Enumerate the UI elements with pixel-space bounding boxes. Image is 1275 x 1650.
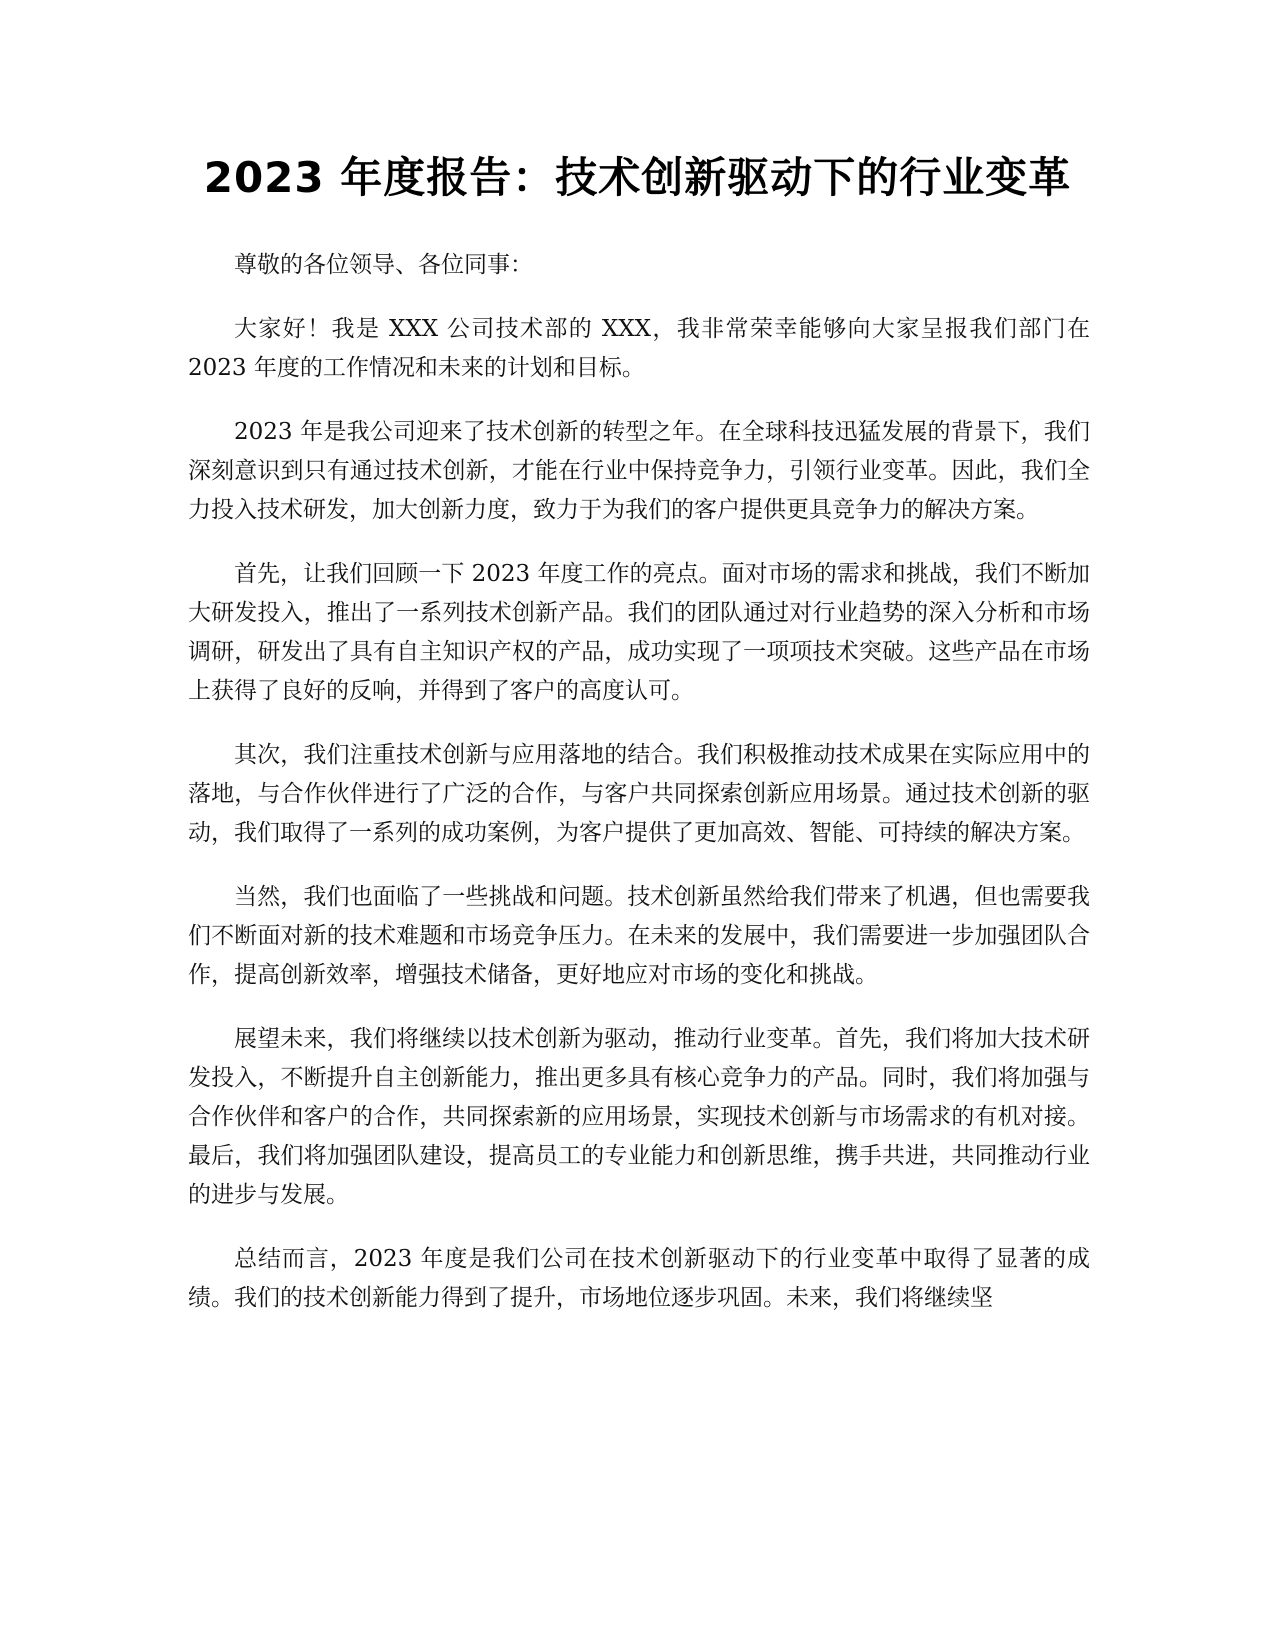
body-paragraph: 首先，让我们回顾一下 2023 年度工作的亮点。面对市场的需求和挑战，我们不断加大研发投入，推出了一系列技术创新产品。我们的团队通过对行业趋势的深入分析和市场调研，研发出了具有自主知识产权的产品，成功实现了一项项技术突破。这些产品在市场上获得了良好的反响，并得到了客户的高度认可。 (188, 561, 1090, 704)
body-paragraph: 大家好！我是 XXX 公司技术部的 XXX，我非常荣幸能够向大家呈报我们部门在 2023 年度的工作情况和未来的计划和目标。 (188, 316, 1090, 381)
body-paragraph: 2023 年是我公司迎来了技术创新的转型之年。在全球科技迅猛发展的背景下，我们深刻意识到只有通过技术创新，才能在行业中保持竞争力，引领行业变革。因此，我们全力投入技术研发，加大创新力度，致力于为我们的客户提供更具竞争力的解决方案。 (188, 419, 1090, 523)
document-title: 2023 年度报告：技术创新驱动下的行业变革 (203, 153, 1072, 202)
body-paragraph: 其次，我们注重技术创新与应用落地的结合。我们积极推动技术成果在实际应用中的落地，与合作伙伴进行了广泛的合作，与客户共同探索创新应用场景。通过技术创新的驱动，我们取得了一系列的成功案例，为客户提供了更加高效、智能、可持续的解决方案。 (188, 742, 1090, 846)
salutation-paragraph: 尊敬的各位领导、各位同事： (234, 252, 533, 278)
body-paragraph: 展望未来，我们将继续以技术创新为驱动，推动行业变革。首先，我们将加大技术研发投入，不断提升自主创新能力，推出更多具有核心竞争力的产品。同时，我们将加强与合作伙伴和客户的合作，共同探索新的应用场景，实现技术创新与市场需求的有机对接。最后，我们将加强团队建设，提高员工的专业能力和创新思维，携手共进，共同推动行业的进步与发展。 (188, 1026, 1090, 1208)
body-paragraph: 总结而言，2023 年度是我们公司在技术创新驱动下的行业变革中取得了显著的成绩。我们的技术创新能力得到了提升，市场地位逐步巩固。未来，我们将继续坚 (188, 1246, 1090, 1311)
document-body (188, 246, 1090, 1343)
body-paragraph: 当然，我们也面临了一些挑战和问题。技术创新虽然给我们带来了机遇，但也需要我们不断面对新的技术难题和市场竞争压力。在未来的发展中，我们需要进一步加强团队合作，提高创新效率，增强技术储备，更好地应对市场的变化和挑战。 (188, 884, 1090, 988)
